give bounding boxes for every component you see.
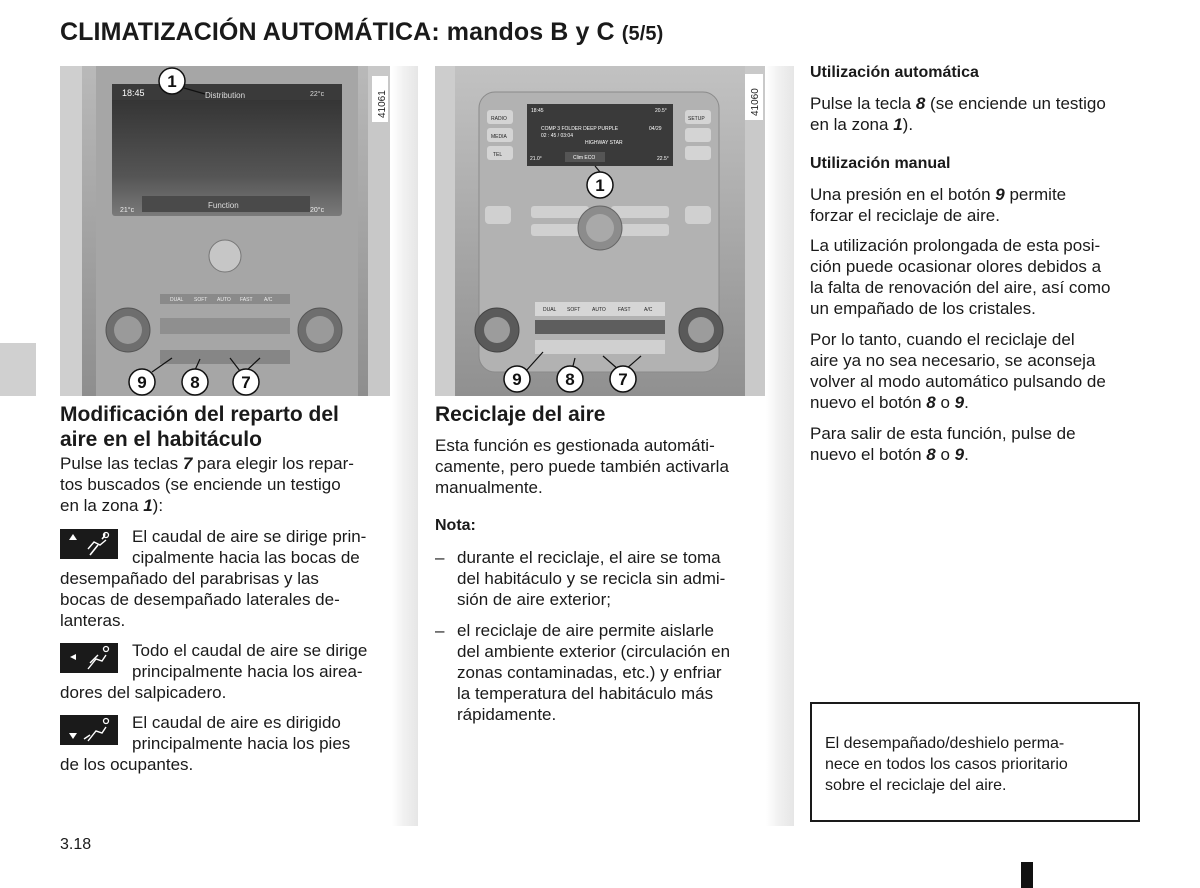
col1-item1-line2: cipalmente hacia las bocas de [132, 548, 360, 567]
col3-manual-text [810, 184, 1140, 226]
col3-manual-key: 9 [995, 185, 1005, 204]
mid-panel-label-2: SOFT [567, 307, 581, 313]
col3-p3-o: o [935, 393, 955, 412]
col3-manual-a: Una presión en el botón [810, 185, 996, 204]
left-callout-8: 8 [190, 373, 200, 392]
col3-auto-c: en la zona [810, 115, 894, 134]
col1-item1-line5: lanteras. [60, 611, 126, 630]
mid-callout-7: 7 [618, 370, 628, 389]
col1-intro-zone: 1 [143, 496, 153, 515]
col1-intro-line1 [60, 453, 390, 474]
col2-intro-line1: Esta función es gestionada automáti- [435, 436, 715, 455]
col2-b2-l5: rápidamente. [457, 705, 557, 724]
mid-btn-media: MEDIA [491, 134, 507, 140]
col1-intro-b: para elegir los repar- [192, 454, 354, 473]
col1-intro-line3 [60, 495, 390, 516]
col2-bullet-2 [435, 620, 765, 725]
col2-b1-l3: sión de aire exterior; [457, 590, 612, 609]
col3-auto-a: Pulse la tecla [810, 94, 916, 113]
left-screen-temp-right: 22°c [310, 91, 325, 98]
mid-callout-1: 1 [595, 176, 605, 195]
col3-auto-line2 [810, 114, 1140, 135]
col3-p4-l2 [810, 444, 1140, 465]
col1-item2-line3: dores del salpicadero. [60, 683, 227, 702]
col1-item1-line1: El caudal de aire se dirige prin- [132, 527, 367, 546]
col3-p3-end-b: . [964, 393, 969, 412]
col3-p2-l1: La utilización prolongada de esta posi- [810, 236, 1101, 255]
mid-callout-8: 8 [565, 370, 575, 389]
col2-bullet-1 [435, 547, 765, 610]
mid-screen-line1-time: 04/29 [649, 126, 662, 132]
col3-auto-line1 [810, 93, 1140, 114]
info-box-l1: El desempañado/deshielo perma- [825, 735, 1065, 752]
figure-left-dashboard [60, 66, 390, 396]
col3-manual-line2: forzar el reciclaje de aire. [810, 206, 1000, 225]
col3-p2-l2: ción puede ocasionar olores debidos a [810, 257, 1102, 276]
mid-panel-label-4: FAST [618, 307, 631, 313]
col3-p3-l3: volver al modo automático pulsando de [810, 372, 1106, 391]
info-box [810, 702, 1140, 822]
col3-p4-k1: 8 [926, 445, 936, 464]
col3-manual-title: Utilización manual [810, 155, 951, 172]
col1-intro-a: Pulse las teclas [60, 454, 183, 473]
col1-item2 [60, 640, 390, 703]
col3-p3-l4 [810, 392, 1140, 413]
col3-p4-end-a: nuevo el botón [810, 445, 927, 464]
col2-b2-l2: del ambiente exterior (circulación en [457, 642, 731, 661]
left-screen-top-label: Distribution [205, 91, 246, 100]
mid-panel-label-5: A/C [644, 307, 653, 313]
col3-p2-l3: la falta de renovación del aire, así como [810, 278, 1111, 297]
col2-intro-line2: camente, pero puede también activarla [435, 457, 729, 476]
edge-marker [1021, 862, 1033, 888]
col3-p4 [810, 423, 1140, 465]
section-tab [0, 343, 36, 396]
col2-b1-l2: del habitáculo y se recicla sin admi- [457, 569, 726, 588]
col2-bullet-1-dash: – [435, 548, 445, 567]
title-text: CLIMATIZACIÓN AUTOMÁTICA: mandos B y C [60, 18, 615, 46]
col2-intro [435, 435, 765, 498]
left-screen-temp-left-bottom: 21°c [120, 207, 135, 214]
mid-figure-code: 41060 [750, 88, 761, 116]
left-callout-7: 7 [241, 373, 251, 392]
col1-intro-line2: tos buscados (se enciende un testigo [60, 475, 341, 494]
mid-btn-tel: TEL [493, 152, 503, 158]
col1-heading-line1: Modificación del reparto del [60, 403, 339, 426]
left-screen-temp-right-bottom: 20°c [310, 207, 325, 214]
col3-p2-l4: un empañado de los cristales. [810, 299, 1036, 318]
col1-item3-line1: El caudal de aire es dirigido [132, 713, 341, 732]
column-shade-left [392, 66, 418, 826]
col3-auto-b: (se enciende un testigo [925, 94, 1106, 113]
col1-heading-line2: aire en el habitáculo [60, 428, 262, 451]
info-box-l3: sobre el reciclaje del aire. [825, 777, 1007, 794]
page-title [60, 18, 663, 47]
mid-screen-line2: 02 : 45 / 03:04 [541, 133, 573, 139]
col1-item3-line2: principalmente hacia los pies [132, 734, 351, 753]
col3-p3-k1: 8 [926, 393, 936, 412]
col1-item3 [60, 712, 390, 775]
col3-auto-title: Utilización automática [810, 64, 979, 81]
info-box-text [825, 733, 1127, 796]
col3-p3 [810, 329, 1140, 413]
figure-middle-dashboard [435, 66, 765, 396]
left-screen-function-label: Function [208, 201, 239, 210]
col3-p3-k2: 9 [954, 393, 965, 412]
col3-manual-line1 [810, 184, 1140, 205]
col3-p4-l1: Para salir de esta función, pulse de [810, 424, 1076, 443]
mid-screen-line1: COMP 3 FOLDER DEEP PURPLE [541, 126, 619, 132]
left-callout-9: 9 [137, 373, 147, 392]
mid-screen-time: 18:45 [531, 108, 544, 114]
col3-auto-key: 8 [915, 94, 926, 113]
col3-p4-end-b: . [964, 445, 969, 464]
col2-b2-l1: el reciclaje de aire permite aislarle [457, 621, 715, 640]
col1-intro-e: ): [152, 496, 164, 515]
mid-panel-label-3: AUTO [592, 307, 606, 313]
col3-p3-l2: aire ya no sea necesario, se aconseja [810, 351, 1096, 370]
left-figure-code: 41061 [377, 90, 388, 118]
col1-intro-key: 7 [182, 454, 193, 473]
title-suffix: (5/5) [621, 23, 664, 45]
mid-screen-line3: HIGHWAY STAR [585, 140, 623, 146]
col2-intro-line3: manualmente. [435, 478, 543, 497]
left-screen-time: 18:45 [122, 88, 145, 98]
col3-auto-d: ). [902, 115, 914, 134]
col1-item1-line4: bocas de desempañado laterales de- [60, 590, 340, 609]
col3-p3-end-a: nuevo el botón [810, 393, 927, 412]
mid-screen-temp-right: 22.5° [657, 156, 669, 162]
left-panel-label-2: SOFT [194, 297, 208, 303]
col1-item1 [60, 526, 390, 631]
col1-intro [60, 453, 390, 516]
col1-heading [60, 402, 390, 452]
col3-p4-o: o [935, 445, 955, 464]
col1-item2-line2: principalmente hacia los airea- [132, 662, 363, 681]
mid-btn-radio: RADIO [491, 116, 507, 122]
col3-p4-k2: 9 [954, 445, 965, 464]
left-callout-1: 1 [167, 72, 177, 91]
col1-item3-line3: de los ocupantes. [60, 755, 194, 774]
info-box-l2: nece en todos los casos prioritario [825, 756, 1068, 773]
left-panel-label-5: A/C [264, 297, 273, 303]
mid-btn-setup: SETUP [688, 116, 705, 122]
left-panel-label-3: AUTO [217, 297, 231, 303]
col3-manual-b: permite [1004, 185, 1067, 204]
mid-callout-9: 9 [512, 370, 522, 389]
column-shade-middle [766, 66, 794, 826]
mid-panel-label-1: DUAL [543, 307, 557, 313]
col2-b1-l1: durante el reciclaje, el aire se toma [457, 548, 721, 567]
col2-b2-l4: la temperatura del habitáculo más [457, 684, 714, 703]
col1-item2-line1: Todo el caudal de aire se dirige [132, 641, 368, 660]
left-panel-label-1: DUAL [170, 297, 184, 303]
col1-item1-line3: desempañado del parabrisas y las [60, 569, 319, 588]
col3-auto-text [810, 93, 1140, 135]
col2-b2-l3: zonas contaminadas, etc.) y enfriar [457, 663, 722, 682]
col1-intro-d: en la zona [60, 496, 144, 515]
col3-p2 [810, 235, 1140, 319]
col2-bullet-2-dash: – [435, 621, 445, 640]
left-panel-label-4: FAST [240, 297, 253, 303]
mid-screen-temp: 20.5° [655, 108, 667, 114]
col2-note-title: Nota: [435, 517, 476, 534]
col3-p3-l1: Por lo tanto, cuando el reciclaje del [810, 330, 1075, 349]
col3-auto-zone: 1 [893, 115, 903, 134]
page-number: 3.18 [60, 836, 92, 853]
col2-heading: Reciclaje del aire [435, 403, 606, 426]
mid-screen-temp-left: 21.0° [530, 156, 542, 162]
col2-bullets [435, 547, 765, 735]
mid-screen-eco-label: Clim ECO [573, 155, 596, 161]
